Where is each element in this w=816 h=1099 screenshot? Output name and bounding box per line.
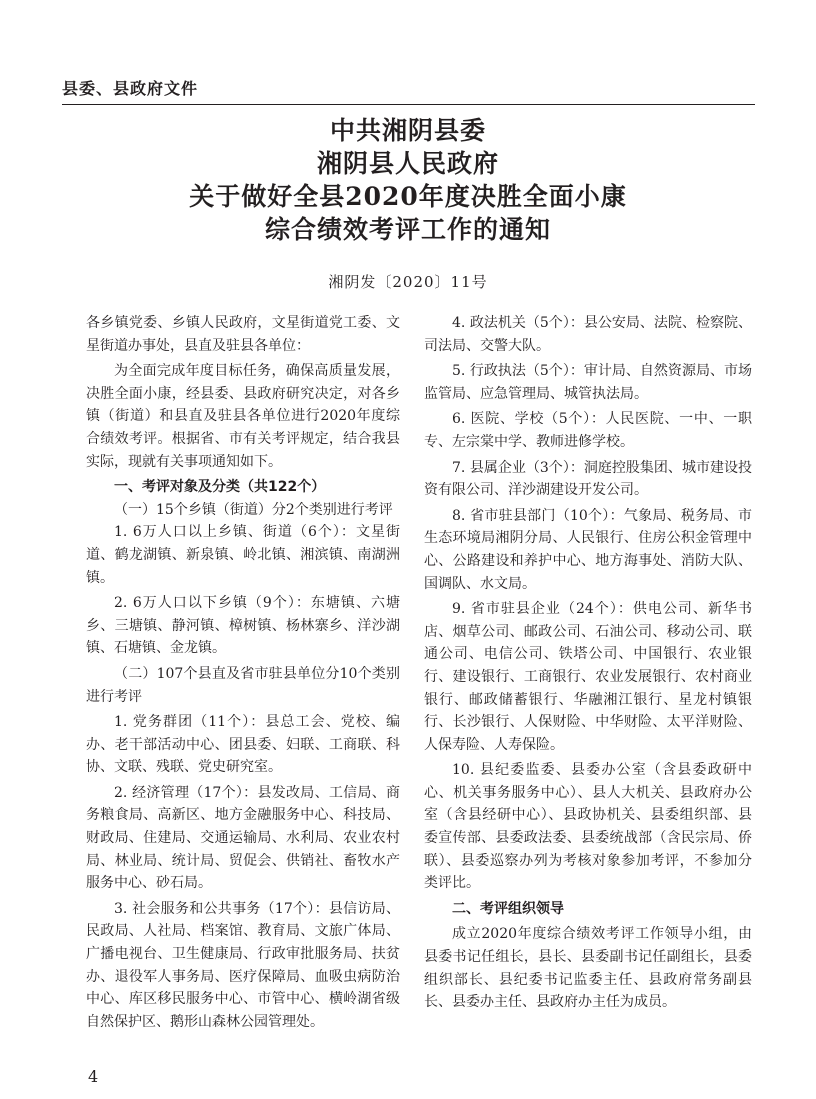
intro-paragraph: 为全面完成年度目标任务，确保高质量发展，决胜全面小康，经县委、县政府研究决定，对各乡镇（街道）和县直及驻县各单位进行2020年度综合绩效考评。根据省、市有关考评规定，结合我县实际，现就有关事项通知如下。 [86,363,400,470]
document-title [0,114,816,246]
paragraph: 3. 社会服务和公共事务（17个）：县信访局、民政局、人社局、档案馆、教育局、文旅广体局、广播电视台、卫生健康局、行政审批服务局、扶贫办、退役军人事务局、医疗保障局、血吸虫病防治中心、库区移民服务中心、市管中心、横岭湖省级自然保护区、鹅形山森林公园管理处。 [86,900,400,1030]
paragraph: 2. 6万人口以下乡镇（9个）：东塘镇、六塘乡、三塘镇、静河镇、樟树镇、杨林寨乡、洋沙湖镇、石塘镇、金龙镇。 [86,595,400,657]
running-head: 县委、县政府文件 [62,79,199,98]
paragraph: 7. 县属企业（3个）：洞庭控股集团、城市建设投资有限公司、洋沙湖建设开发公司。 [424,459,752,499]
page-number: 4 [88,1067,99,1086]
title-line: 湘阴县人民政府 [316,149,499,178]
paragraph: 8. 省市驻县部门（10个）：气象局、税务局、市生态环境局湘阴分局、人民银行、住房公积金管理中心、公路建设和养护中心、地方海事处、消防大队、国调队、水文局。 [424,507,752,592]
section-heading: 二、考评组织领导 [452,900,564,917]
paragraph: 10. 县纪委监委、县委办公室（含县委政研中心、机关事务服务中心）、县人大机关、县政府办公室（含县经研中心）、县政协机关、县委组织部、县委宣传部、县委政法委、县委统战部（含民宗局、侨联）、县委巡察办列为考核对象参加考评，不参加分类评比。 [424,762,752,892]
document-number: 湘阴发〔2020〕11号 [328,273,488,291]
paragraph: 2. 经济管理（17个）：县发改局、工信局、商务粮食局、高新区、地方金融服务中心、科技局、财政局、住建局、交通运输局、水利局、农业农村局、林业局、统计局、贸促会、供销社、畜牧水产服务中心、砂石局。 [86,784,400,892]
paragraph: 6. 医院、学校（5个）：人民医院、一中、一职专、左宗棠中学、教师进修学校。 [424,411,752,450]
title-line: 综合绩效考评工作的通知 [264,215,551,244]
paragraph: 1. 6万人口以上乡镇、街道（6个）：文星街道、鹤龙湖镇、新泉镇、岭北镇、湘滨镇、南湖洲镇。 [86,524,400,586]
paragraph: 4. 政法机关（5个）：县公安局、法院、检察院、司法局、交警大队。 [424,315,752,354]
left-column [86,312,400,1036]
paragraph: 成立2020年度综合绩效考评工作领导小组，由县委书记任组长，县长、县委副书记任副组长，县委组织部长、县纪委书记监委主任、县政府常务副县长、县委办主任、县政府办主任为成员。 [424,926,752,1011]
paragraph: 5. 行政执法（5个）：审计局、自然资源局、市场监管局、应急管理局、城管执法局。 [424,363,752,402]
subsection-heading: （二）107个县直及省市驻县单位分10个类别进行考评 [86,665,400,705]
paragraph: 9. 省市驻县企业（24个）：供电公司、新华书店、烟草公司、邮政公司、石油公司、移动公司、联通公司、电信公司、铁塔公司、中国银行、农业银行、建设银行、工商银行、农业发展银行、农村商业银行、邮政储蓄银行、华融湘江银行、星龙村镇银行、长沙银行、人保财险、中华财险、太平洋财险、人保寿险、人寿保险。 [424,601,752,753]
header-rule [62,104,755,105]
right-column [424,312,752,1017]
section-heading: 一、考评对象及分类（共122个） [114,479,326,496]
salutation: 各乡镇党委、乡镇人民政府，文星街道党工委、文星街道办事处，县直及驻县各单位： [86,315,400,354]
title-line: 关于做好全县2020年度决胜全面小康 [189,182,627,211]
subsection-heading: （一）15个乡镇（街道）分2个类别进行考评 [114,501,393,518]
paragraph: 1. 党务群团（11个）：县总工会、党校、编办、老干部活动中心、团县委、妇联、工商联、科协、文联、残联、党史研究室。 [86,714,400,776]
title-line: 中共湘阴县委 [329,116,486,145]
